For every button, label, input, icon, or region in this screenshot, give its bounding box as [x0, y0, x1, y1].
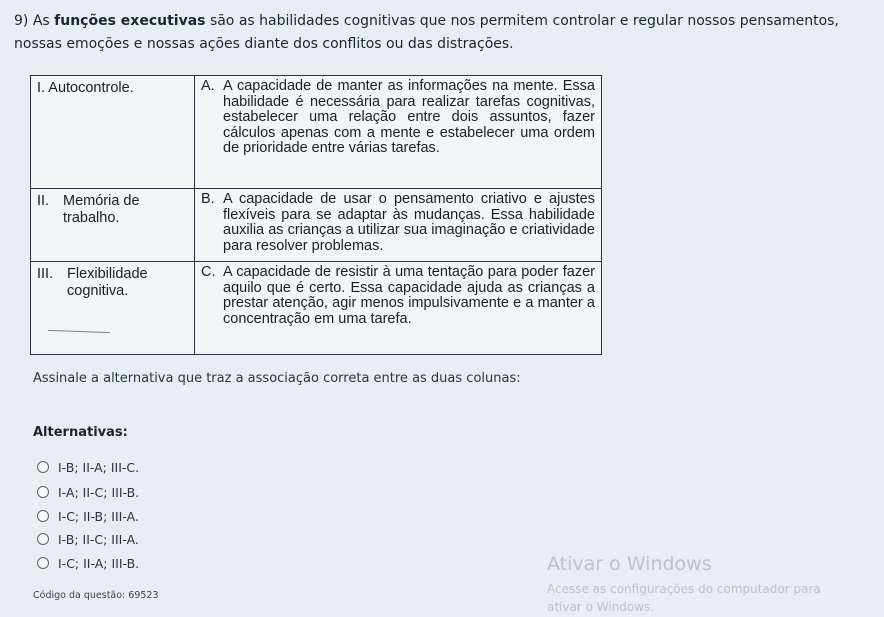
- right-item-key: A.: [201, 78, 215, 94]
- radio-button[interactable]: [37, 461, 49, 473]
- radio-button[interactable]: [37, 510, 49, 522]
- alternative-label: I-B; II-C; III-A.: [58, 531, 139, 547]
- alternative-option[interactable]: [37, 457, 139, 477]
- right-item-key: B.: [201, 191, 215, 207]
- right-column-cell: [195, 262, 601, 354]
- radio-button[interactable]: [37, 486, 49, 498]
- alternative-option[interactable]: [37, 482, 139, 502]
- left-column-cell: [31, 189, 195, 261]
- table-row: [31, 189, 601, 262]
- windows-activation-watermark-line: ativar o Windows.: [547, 600, 655, 614]
- left-column-cell: [31, 262, 195, 354]
- right-item-text: A capacidade de manter as informações na mente. Essa habilidade é necessária para realizar tarefas cognitivas, estabelecer uma relação entre dois assuntos, fazer cálculos apenas com a mente e estabelecer uma ordem de prioridade entre várias tarefas.: [223, 78, 595, 156]
- alternative-label: I-C; II-B; III-A.: [58, 508, 139, 524]
- radio-button[interactable]: [37, 533, 49, 545]
- question-code: Código da questão: 69523: [33, 590, 159, 601]
- left-item-key: III.: [37, 266, 54, 282]
- left-item-key: II.: [37, 193, 50, 209]
- question-bold-term: funções executivas: [54, 13, 206, 29]
- question-number: 9): [14, 13, 29, 29]
- question-pre: As: [32, 13, 50, 29]
- windows-activation-watermark-title: Ativar o Windows: [547, 553, 712, 575]
- question-text: [14, 10, 876, 56]
- windows-activation-watermark-line: Acesse as configurações do computador para: [547, 582, 821, 596]
- left-item-label: Flexibilidade cognitiva.: [67, 266, 148, 299]
- alternative-label: I-C; II-A; III-B.: [58, 555, 140, 571]
- question-post: são as habilidades cognitivas que nos permitem controlar e regular nossos pensamentos, nossas emoções e nossas ações diante dos conflitos ou das distrações.: [14, 13, 839, 52]
- right-item-key: C.: [201, 264, 216, 280]
- association-table: [30, 75, 602, 355]
- right-column-cell: [195, 189, 601, 261]
- instruction-text: Assinale a alternativa que traz a associação correta entre as duas colunas:: [33, 371, 521, 386]
- table-row: [31, 76, 601, 189]
- alternative-label: I-B; II-A; III-C.: [58, 459, 140, 475]
- table-row: [31, 262, 601, 354]
- left-item-label: I. Autocontrole.: [37, 80, 134, 96]
- right-item-text: A capacidade de usar o pensamento criativo e ajustes flexíveis para se adaptar às mudanças. Essa habilidade auxilia as crianças a utilizar sua imaginação e criatividade para resolver problemas.: [223, 191, 595, 254]
- radio-button[interactable]: [37, 557, 49, 569]
- alternatives-title: Alternativas:: [33, 425, 128, 440]
- alternative-option[interactable]: [37, 553, 139, 573]
- right-item-text: A capacidade de resistir à uma tentação para poder fazer aquilo que é certo. Essa capacidade ajuda as crianças a prestar atenção, agir menos impulsivamente e a manter a concentração em uma tarefa.: [223, 264, 595, 327]
- alternative-option[interactable]: [37, 506, 139, 526]
- alternative-option[interactable]: [37, 529, 139, 549]
- left-column-cell: [31, 76, 195, 188]
- left-item-label: Memória de trabalho.: [63, 193, 140, 226]
- right-column-cell: [195, 76, 601, 188]
- alternative-label: I-A; II-C; III-B.: [58, 484, 140, 500]
